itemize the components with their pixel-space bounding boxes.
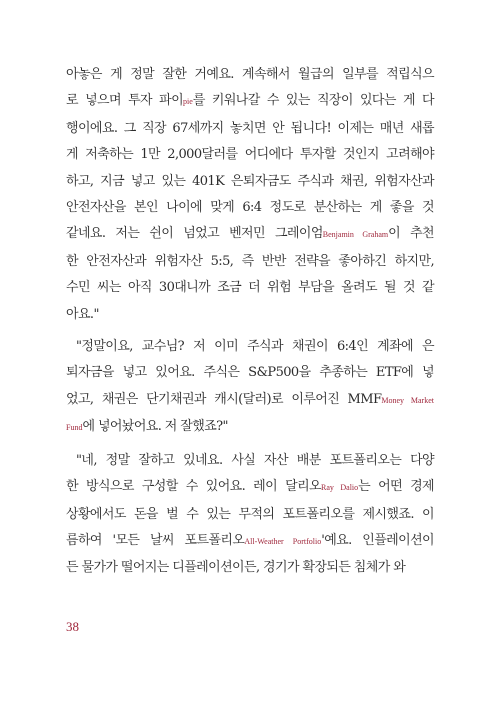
text-line (66, 502, 434, 528)
text-run: 아요." (66, 306, 99, 322)
inline-gloss: Fund (66, 423, 83, 433)
text-run: 하고, 지금 넣고 있는 401K 은퇴자금도 주식과 채권, 위험자산과 (66, 173, 434, 189)
inline-gloss: Ray Dalio (320, 483, 359, 493)
text-line (66, 334, 434, 360)
text-run: 에 넣어놨어요. 저 잘했죠?" (82, 419, 228, 435)
text-line (66, 360, 434, 386)
inline-gloss: All-Weather Portfolio (244, 536, 322, 546)
text-run: 같네요. 저는 쉰이 넘었고 벤저민 그레이엄 (66, 226, 323, 242)
text-run: 게 저축하는 1만 2,000달러를 어디에다 투자할 것인지 고려해야 (66, 147, 434, 163)
text-run: 를 키워나갈 수 있는 직장이 있다는 게 다 (192, 93, 434, 109)
paragraph (66, 334, 434, 442)
text-run: 수민 씨는 아직 30대니까 조금 더 위험 부담을 올려도 될 것 같 (66, 280, 434, 296)
text-line (66, 387, 434, 414)
text-run: 안전자산을 본인 나이에 맞게 6:4 정도로 분산하는 게 좋을 것 (66, 200, 434, 216)
text-line (66, 88, 434, 115)
text-run: "정말이요, 교수님? 저 이미 주식과 채권이 6:4인 계좌에 은 (76, 339, 434, 355)
body-text (66, 62, 434, 588)
text-run: 상황에서도 돈을 벌 수 있는 무적의 포트폴리오를 제시했죠. 이 (66, 506, 434, 522)
text-run: "네, 정말 잘하고 있네요. 사실 자산 배분 포트폴리오는 다양 (76, 452, 434, 468)
text-line (66, 249, 434, 275)
page-number: 38 (66, 619, 79, 634)
text-line (66, 555, 434, 581)
text-run: 퇴자금을 넣고 있어요. 주식은 S&P500을 추종하는 ETF에 넣 (66, 365, 434, 381)
text-line (66, 275, 434, 301)
inline-gloss: Money Market (381, 395, 434, 405)
text-run: 로 넣으며 투자 파이 (66, 93, 184, 109)
inline-gloss: Benjamin Graham (322, 230, 389, 240)
text-run: 행이에요. 그 직장 67세까지 놓치면 안 됩니다! 이제는 매년 새롭 (66, 120, 434, 136)
text-line (66, 474, 434, 501)
text-line (66, 302, 434, 328)
paragraph (66, 448, 434, 582)
text-run: 이 추천 (388, 226, 434, 242)
text-line (66, 62, 434, 88)
text-run: 었고, 채권은 단기채권과 캐시(달러)로 이루어진 MMF (66, 391, 382, 407)
text-line (66, 169, 434, 195)
text-line (66, 142, 434, 168)
text-line (66, 414, 434, 441)
text-line (66, 448, 434, 474)
text-run: '예요. 인플레이션이 (321, 532, 435, 548)
text-run: 는 어떤 경제 (358, 479, 434, 495)
text-line (66, 221, 434, 248)
text-run: 아놓은 게 정말 잘한 거예요. 계속해서 월급의 일부를 적립식으 (66, 67, 434, 82)
paragraph (66, 62, 434, 328)
text-line (66, 195, 434, 221)
text-run: 든 물가가 떨어지는 디플레이션이든, 경기가 확장되든 침체가 와 (66, 560, 406, 576)
text-line (66, 116, 434, 142)
text-run: 한 방식으로 구성할 수 있어요. 레이 달리오 (66, 479, 321, 495)
text-run: 름하여 '모든 날씨 포트폴리오 (66, 532, 245, 548)
text-run: 한 안전자산과 위험자산 5:5, 즉 반반 전략을 좋아하긴 하지만, (66, 253, 434, 269)
text-line (66, 528, 434, 555)
inline-gloss: pie (183, 97, 193, 107)
